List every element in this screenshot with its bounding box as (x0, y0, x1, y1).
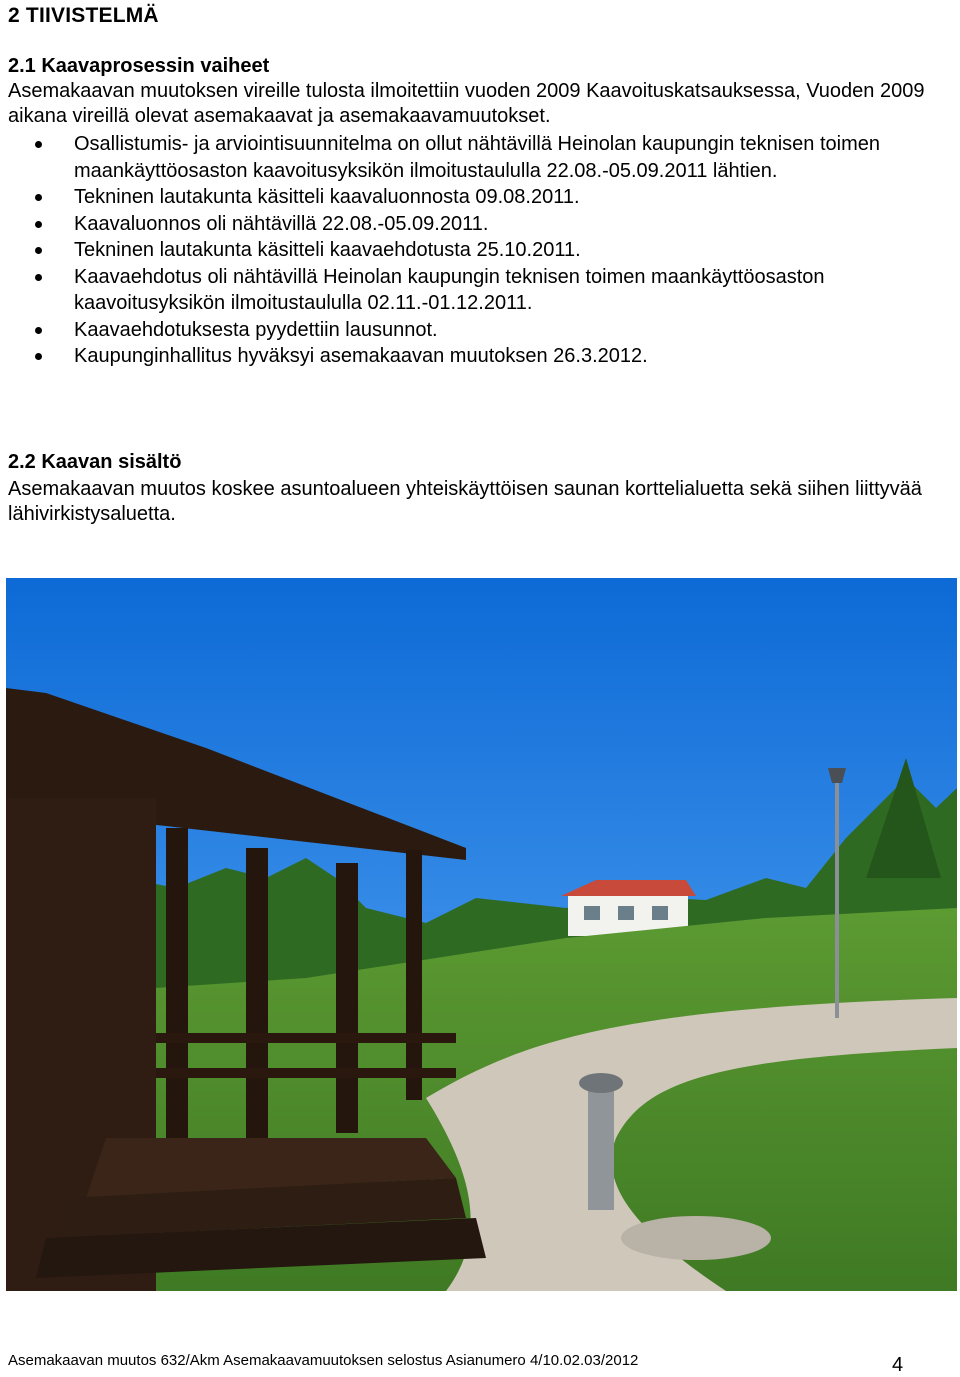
list-item-text: Osallistumis- ja arviointisuunnitelma on ollut nähtävillä Heinolan kaupungin teknisen toimen maankäyttöosaston kaavoitusyksikön ilmoitustaululla 22.08.-05.09.2011 lähtien. (74, 133, 880, 182)
section-heading: 2 TIIVISTELMÄ (8, 4, 159, 27)
bullet-icon (35, 221, 42, 228)
bollard-light (588, 1090, 614, 1210)
street-lamp (835, 778, 839, 1018)
list-item-text: Kaupunginhallitus hyväksyi asemakaavan muutoksen 26.3.2012. (74, 345, 648, 367)
process-steps-list (0, 131, 950, 370)
list-item (0, 317, 950, 344)
list-item (0, 264, 950, 317)
list-item (0, 184, 950, 211)
list-item-text: Tekninen lautakunta käsitteli kaavaluonnosta 09.08.2011. (74, 186, 580, 208)
footer-text: Asemakaavan muutos 632/Akm Asemakaavamuutoksen selostus Asianumero 4/10.02.03/2012 (8, 1352, 639, 1369)
bullet-icon (35, 247, 42, 254)
content-text: Asemakaavan muutos koskee asuntoalueen yhteiskäyttöisen saunan korttelialuetta sekä siihen liittyvää lähivirkistysaluetta. (8, 478, 922, 525)
content-heading: 2.2 Kaavan sisältö (8, 451, 182, 473)
list-item-text: Tekninen lautakunta käsitteli kaavaehdotusta 25.10.2011. (74, 239, 581, 261)
process-heading: 2.1 Kaavaprosessin vaiheet (8, 55, 270, 77)
list-item-text: Kaavaluonnos oli nähtävillä 22.08.-05.09.2011. (74, 212, 489, 235)
bullet-icon (35, 194, 42, 201)
site-photo (6, 578, 957, 1291)
process-intro: Asemakaavan muutoksen vireille tulosta ilmoitettiin vuoden 2009 Kaavoituskatsauksessa, Vuoden 2009 aikana vireillä olevat asemakaavat ja asemakaavamuutokset. (8, 80, 925, 127)
list-item (0, 343, 950, 370)
rock (621, 1216, 771, 1260)
list-item (0, 211, 950, 238)
bullet-icon (35, 141, 42, 148)
list-item-text: Kaavaehdotuksesta pyydettiin lausunnot. (74, 318, 438, 341)
page-number: 4 (892, 1354, 904, 1376)
list-item (0, 131, 950, 184)
bullet-icon (35, 274, 42, 281)
bullet-icon (35, 353, 42, 360)
list-item (0, 237, 950, 264)
bullet-icon (35, 327, 42, 334)
list-item-text: Kaavaehdotus oli nähtävillä Heinolan kaupungin teknisen toimen maankäyttöosaston kaavoitusyksikön ilmoitustaululla 02.11.-01.12.2011. (74, 265, 825, 314)
